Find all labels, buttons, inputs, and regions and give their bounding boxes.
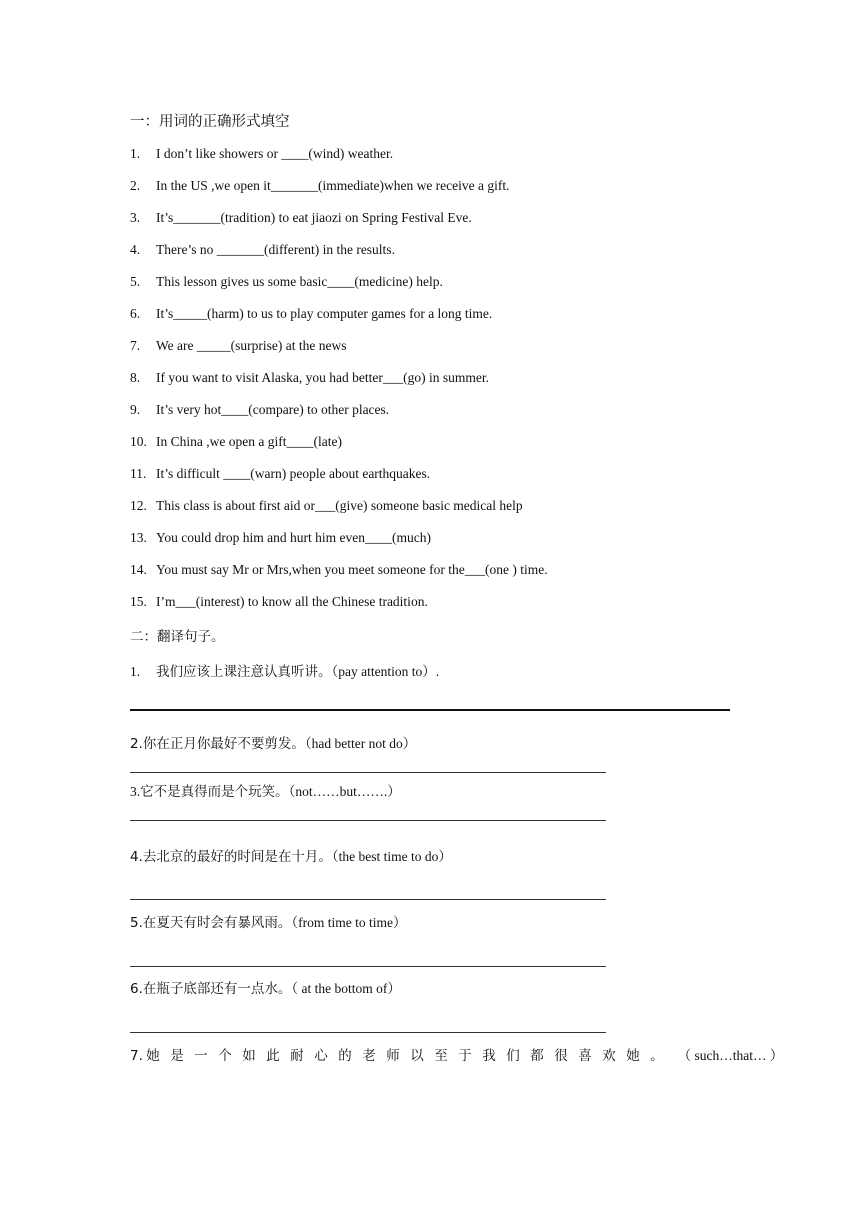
question-number: 7. <box>130 1048 143 1064</box>
item-text: If you want to visit Alaska, you had better___(go) in summer. <box>156 370 489 385</box>
item-text: It’s difficult ____(warn) people about earthquakes. <box>156 466 431 481</box>
item-text: You could drop him and hurt him even____(much) <box>156 530 431 545</box>
question-hint: （had better not do） <box>304 736 417 751</box>
translation-question-7 <box>130 1044 784 1064</box>
question-chinese: 在夏天有时会有暴风雨。 <box>142 915 292 931</box>
question-number: 5. <box>130 915 143 931</box>
item-text: You must say Mr or Mrs,when you meet someone for the___(one ) time. <box>156 562 548 577</box>
item-number: 15. <box>130 594 147 609</box>
translation-question-5 <box>130 911 407 931</box>
list-item <box>130 434 342 450</box>
list-item <box>130 402 389 418</box>
item-text: In the US ,we open it_______(immediate)when we receive a gift. <box>156 178 510 193</box>
item-text: This class is about first aid or___(give) someone basic medical help <box>156 498 523 513</box>
list-item <box>130 306 492 322</box>
question-chinese: 它不是真得而是个玩笑。 <box>140 784 289 800</box>
translation-question-3 <box>130 780 401 800</box>
question-hint: （from time to time） <box>291 915 407 930</box>
item-text: There’s no _______(different) in the results. <box>156 242 395 257</box>
item-number: 8. <box>130 370 141 385</box>
question-hint: （ at the bottom of） <box>291 981 401 996</box>
question-chinese: 你在正月你最好不要剪发。 <box>142 736 305 752</box>
item-number: 14. <box>130 562 147 577</box>
item-text: This lesson gives us some basic____(medicine) help. <box>156 274 443 289</box>
list-item <box>130 498 523 514</box>
translation-question-1 <box>130 660 439 680</box>
list-item <box>130 210 472 226</box>
list-item <box>130 562 548 578</box>
item-number: 2. <box>130 178 141 193</box>
section1-title: 一：用词的正确形式填空 <box>130 114 290 130</box>
item-text: In China ,we open a gift____(late) <box>156 434 342 449</box>
list-item <box>130 242 395 258</box>
item-text: It’s_______(tradition) to eat jiaozi on Spring Festival Eve. <box>156 210 472 225</box>
list-item <box>130 178 510 194</box>
item-number: 6. <box>130 306 141 321</box>
question-number: 3. <box>130 784 141 799</box>
question-number: 1. <box>130 664 141 679</box>
answer-line <box>130 820 606 821</box>
list-item <box>130 530 431 546</box>
list-item <box>130 466 430 482</box>
list-item <box>130 274 443 290</box>
item-number: 9. <box>130 402 141 417</box>
item-number: 1. <box>130 146 141 161</box>
answer-line <box>130 899 606 900</box>
answer-line <box>130 709 730 711</box>
question-hint: （ such…that… ） <box>677 1048 784 1063</box>
item-number: 7. <box>130 338 141 353</box>
question-hint: （pay attention to）. <box>331 664 440 679</box>
question-number: 6. <box>130 981 143 997</box>
section2-title: 二：翻译句子。 <box>130 629 225 645</box>
list-item <box>130 146 393 162</box>
item-text: I don’t like showers or ____(wind) weather. <box>156 146 394 161</box>
question-chinese: 在瓶子底部还有一点水。 <box>142 981 292 997</box>
translation-question-2 <box>130 732 416 752</box>
item-number: 13. <box>130 530 147 545</box>
question-chinese: 去北京的最好的时间是在十月。 <box>142 849 332 865</box>
item-text: It’s_____(harm) to us to play computer games for a long time. <box>156 306 493 321</box>
answer-line <box>130 966 606 967</box>
item-text: We are _____(surprise) at the news <box>156 338 347 353</box>
question-hint: （the best time to do） <box>331 849 452 864</box>
question-chinese: 我们应该上课注意认真听讲。 <box>156 664 332 680</box>
question-number: 2. <box>130 736 143 752</box>
question-chinese: 她是一个如此耐心的老师以至于我们都很喜欢她。 <box>146 1048 675 1064</box>
translation-question-6 <box>130 977 401 997</box>
answer-line <box>130 1032 606 1033</box>
item-number: 3. <box>130 210 141 225</box>
item-text: It’s very hot____(compare) to other places. <box>156 402 390 417</box>
item-text: I’m___(interest) to know all the Chinese tradition. <box>156 594 428 609</box>
item-number: 10. <box>130 434 147 449</box>
item-number: 4. <box>130 242 141 257</box>
list-item <box>130 370 489 386</box>
list-item <box>130 338 346 354</box>
translation-question-4 <box>130 845 452 865</box>
item-number: 5. <box>130 274 141 289</box>
question-number: 4. <box>130 849 143 865</box>
item-number: 11. <box>130 466 147 481</box>
item-number: 12. <box>130 498 147 513</box>
answer-line <box>130 772 606 773</box>
list-item <box>130 594 428 610</box>
question-hint: （not……but…….） <box>288 784 401 799</box>
